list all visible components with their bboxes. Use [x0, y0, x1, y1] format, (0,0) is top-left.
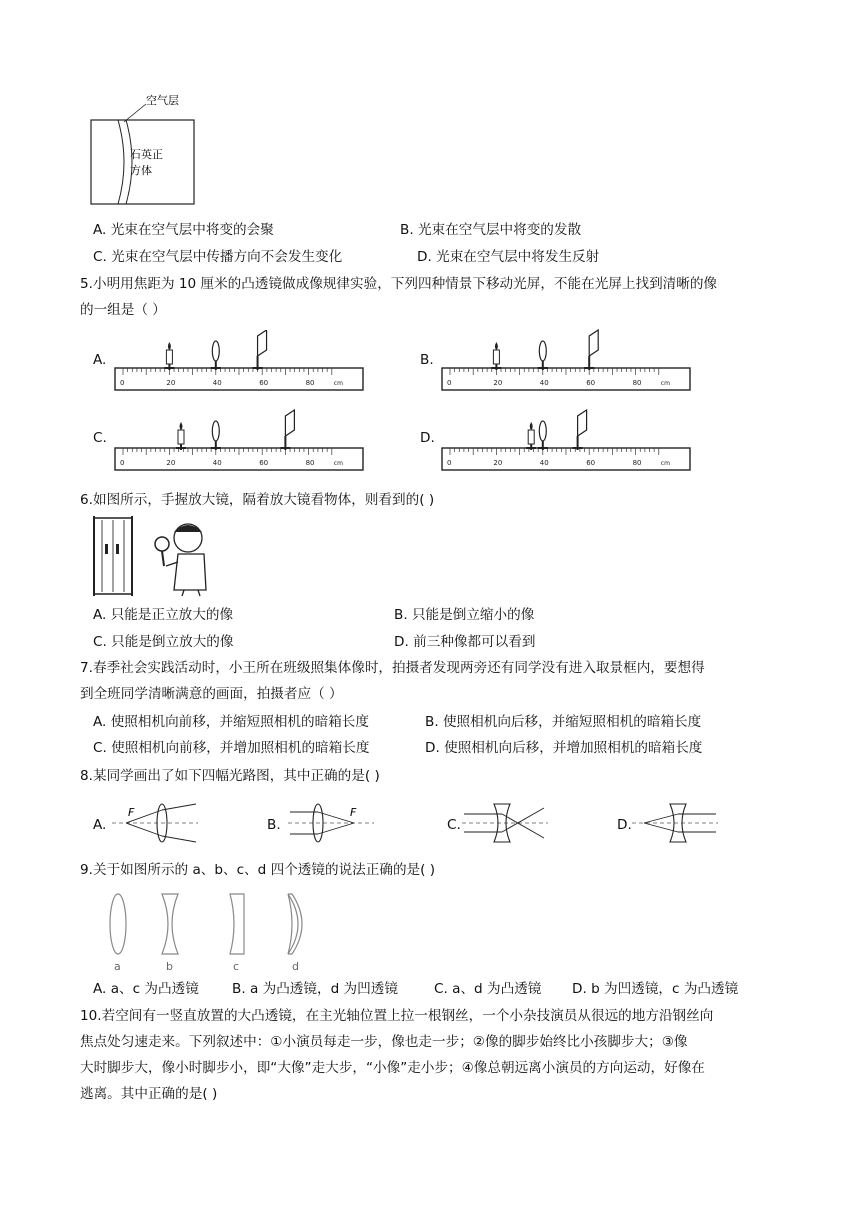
ray-diagram-d	[632, 800, 720, 846]
candle-flame	[495, 342, 498, 350]
ruler-tick-label: 60	[259, 379, 269, 387]
q9-option-a: A. a、c 为凸透镜	[93, 981, 199, 997]
q10-line1: 10.若空间有一竖直放置的大凸透镜，在主光轴位置上拉一根钢丝，一个小杂技演员从很远的地方沿钢丝向	[80, 1008, 714, 1024]
q9-option-b: B. a 为凸透镜，d 为凹透镜	[232, 981, 398, 997]
ruler-tick-label: 60	[586, 379, 596, 387]
lens-label-b: b	[166, 960, 173, 972]
screen	[589, 330, 598, 356]
candle	[178, 430, 184, 444]
q4-option-c: C. 光束在空气层中传播方向不会发生变化	[93, 249, 343, 265]
ruler-tick-label: 0	[120, 379, 125, 387]
candle	[493, 350, 499, 364]
q6-stem: 6.如图所示，手握放大镜，隔着放大镜看物体，则看到的( )	[80, 492, 435, 508]
ray-diagram-a	[112, 800, 200, 846]
q8-label-b: B.	[267, 817, 281, 833]
ray-diagram-b	[288, 800, 376, 846]
ruler-tick-label: 0	[120, 459, 125, 467]
q6-option-c: C. 只能是倒立放大的像	[93, 634, 234, 650]
quartz-label-1: 石英正	[130, 148, 163, 161]
ruler-unit-label: cm	[333, 460, 343, 467]
q10-line3: 大时脚步大，像小时脚步小，即“大像”走大步，“小像”走小步；④像总朝远离小演员的方向运动，好像在	[80, 1060, 705, 1076]
q4-option-a: A. 光束在空气层中将变的会聚	[93, 222, 274, 238]
ruler-unit-label: cm	[660, 380, 670, 387]
q5-label-d: D.	[420, 430, 435, 446]
q4-option-d: D. 光束在空气层中将发生反射	[417, 249, 600, 265]
ruler-tick-label: 20	[166, 459, 176, 467]
lens	[212, 421, 219, 441]
q6-option-d: D. 前三种像都可以看到	[394, 634, 536, 650]
quartz-label-2: 方体	[130, 164, 152, 177]
q10-line4: 逃离。其中正确的是( )	[80, 1086, 218, 1102]
screen	[258, 330, 267, 356]
candle	[528, 430, 534, 444]
magnifier-boy-figure	[88, 514, 218, 598]
q7-stem-line1: 7.春季社会实践活动时，小王所在班级照集体像时，拍摄者发现两旁还有同学没有进入取景框内，要想得	[80, 660, 705, 676]
lens-label-a: a	[114, 960, 121, 972]
q9-option-d: D. b 为凹透镜，c 为凸透镜	[572, 981, 739, 997]
focus-label-a: F	[128, 806, 135, 819]
q8-label-d: D.	[617, 817, 632, 833]
q9-stem: 9.关于如图所示的 a、b、c、d 四个透镜的说法正确的是( )	[80, 862, 436, 878]
q7-option-a: A. 使照相机向前移，并缩短照相机的暗箱长度	[93, 714, 369, 730]
ruler-tick-label: 40	[539, 379, 549, 387]
q7-option-d: D. 使照相机向后移，并增加照相机的暗箱长度	[425, 740, 703, 756]
ruler-tick-label: 60	[259, 459, 269, 467]
q5-stem-line1: 5.小明用焦距为 10 厘米的凸透镜做成像规律实验，下列四种情景下移动光屏，不能在光屏上找到清晰的像	[80, 276, 718, 292]
optical-bench-c	[113, 404, 365, 472]
lens	[212, 341, 219, 361]
screen	[285, 410, 294, 436]
air-layer-label: 空气层	[146, 94, 179, 107]
ruler-tick-label: 0	[447, 379, 452, 387]
q5-stem-line2: 的一组是（ ）	[80, 302, 166, 318]
ruler-tick-label: 0	[447, 459, 452, 467]
ruler-tick-label: 40	[212, 379, 222, 387]
ruler-tick-label: 20	[493, 459, 503, 467]
lens	[539, 341, 546, 361]
q7-option-c: C. 使照相机向前移，并增加照相机的暗箱长度	[93, 740, 370, 756]
q5-label-c: C.	[93, 430, 107, 446]
ruler-tick-label: 80	[632, 459, 642, 467]
ruler-unit-label: cm	[660, 460, 670, 467]
quartz-cube-figure	[88, 92, 208, 207]
ray-diagram-c	[462, 800, 550, 846]
ruler-tick-label: 20	[166, 379, 176, 387]
q4-option-b: B. 光束在空气层中将变的发散	[400, 222, 582, 238]
candle-flame	[530, 422, 533, 430]
q7-stem-line2: 到全班同学清晰满意的画面，拍摄者应（ ）	[80, 686, 343, 702]
q10-line2: 焦点处匀速走来。下列叙述中：①小演员每走一步，像也走一步；②像的脚步始终比小孩脚步大；③像	[80, 1034, 688, 1050]
ruler-unit-label: cm	[333, 380, 343, 387]
q8-stem: 8.某同学画出了如下四幅光路图，其中正确的是( )	[80, 768, 380, 784]
focus-label-b: F	[350, 806, 357, 819]
ruler-tick-label: 80	[305, 459, 315, 467]
ruler-tick-label: 20	[493, 379, 503, 387]
q6-option-a: A. 只能是正立放大的像	[93, 607, 234, 623]
q8-label-c: C.	[447, 817, 461, 833]
screen	[578, 410, 587, 436]
lens-label-c: c	[233, 960, 240, 972]
four-lenses-figure	[96, 892, 326, 972]
optical-bench-d	[440, 402, 692, 472]
optical-bench-a	[113, 330, 365, 392]
candle-flame	[168, 342, 171, 350]
q6-option-b: B. 只能是倒立缩小的像	[394, 607, 535, 623]
q9-option-c: C. a、d 为凸透镜	[434, 981, 542, 997]
ruler-tick-label: 80	[632, 379, 642, 387]
q8-label-a: A.	[93, 817, 107, 833]
ruler-tick-label: 40	[539, 459, 549, 467]
lens-label-d: d	[292, 960, 299, 972]
q5-label-a: A.	[93, 352, 107, 368]
q5-label-b: B.	[420, 352, 434, 368]
ruler-tick-label: 60	[586, 459, 596, 467]
ruler-tick-label: 40	[212, 459, 222, 467]
candle	[166, 350, 172, 364]
optical-bench-b	[440, 322, 692, 392]
q7-option-b: B. 使照相机向后移，并缩短照相机的暗箱长度	[425, 714, 702, 730]
candle-flame	[180, 422, 183, 430]
ruler-tick-label: 80	[305, 379, 315, 387]
lens	[539, 421, 546, 441]
